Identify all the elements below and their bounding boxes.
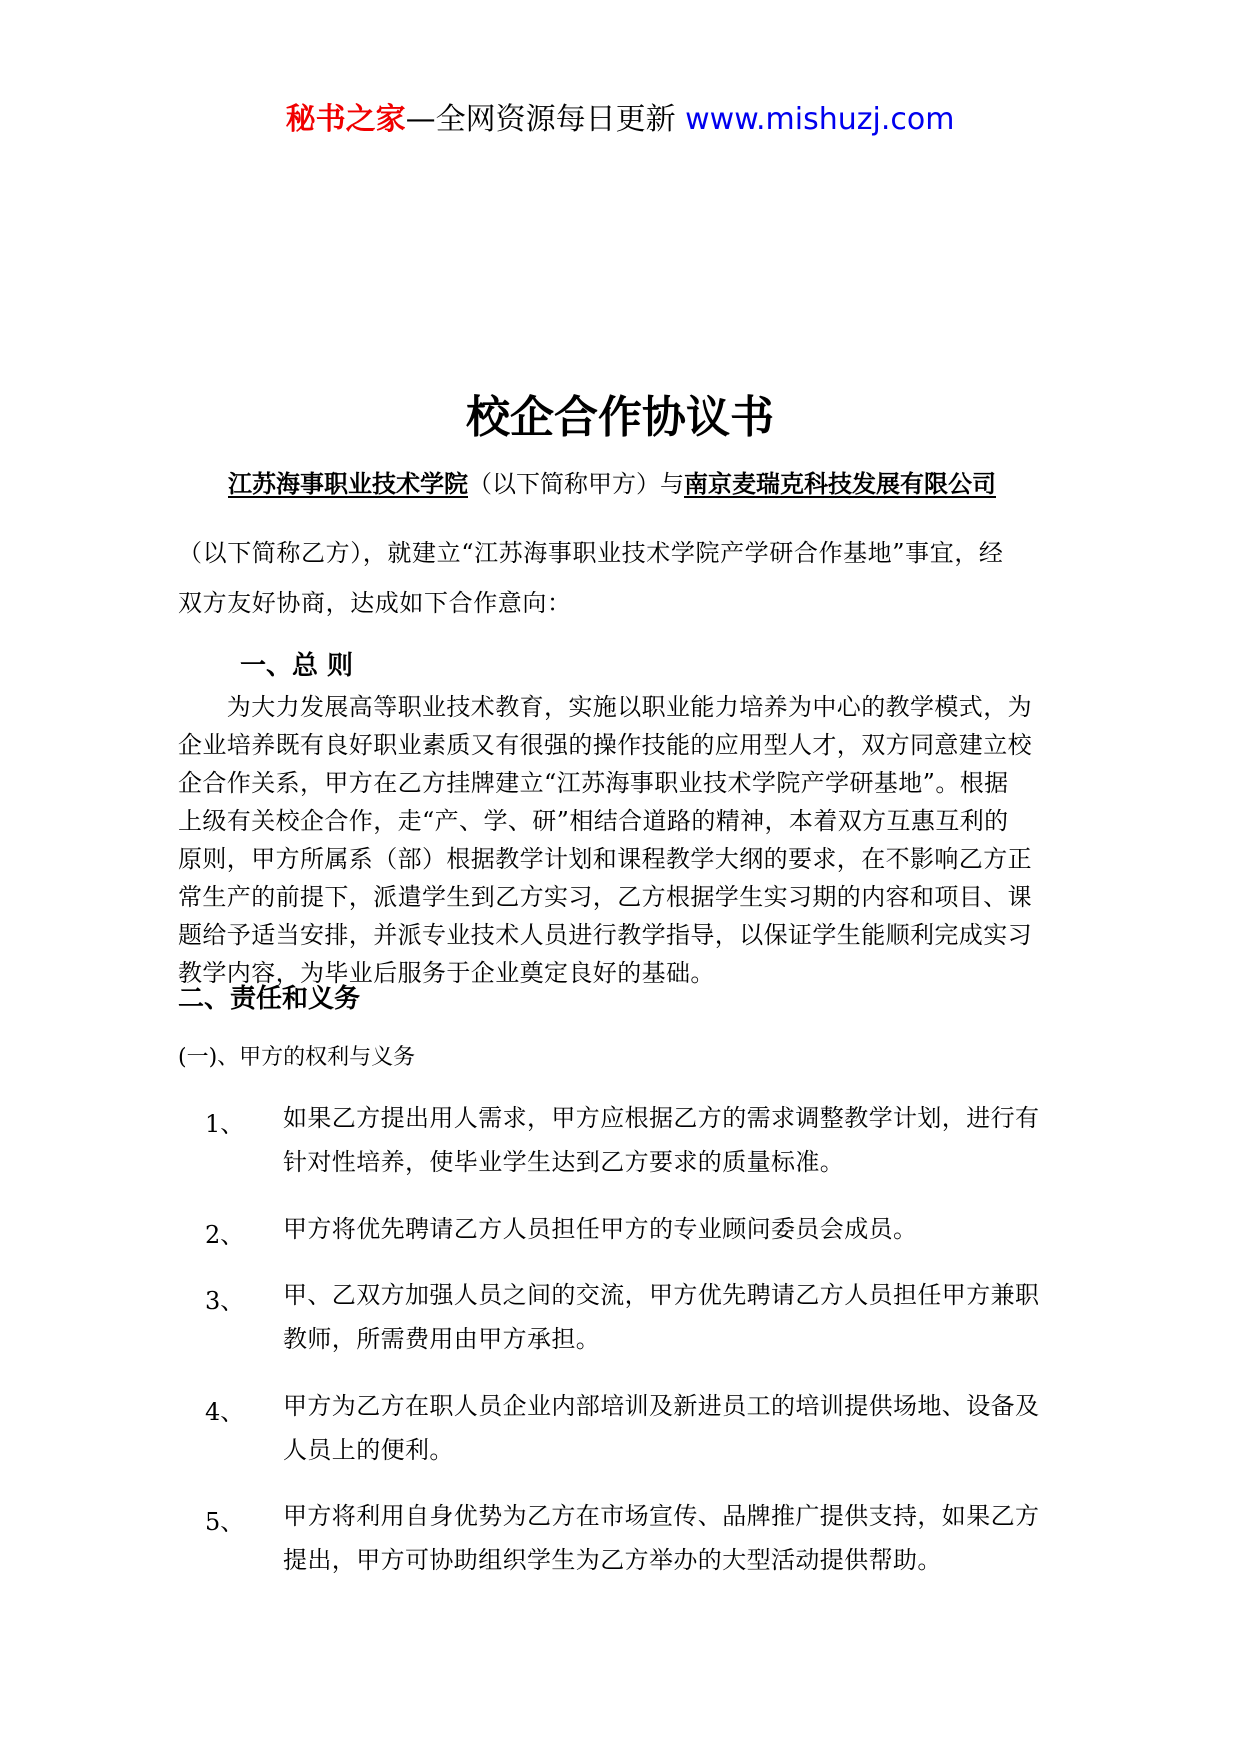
list-item-line: 教师，所需费用由甲方承担。 <box>283 1325 601 1353</box>
parties-line <box>228 466 996 502</box>
banner-tagline: —全网资源每日更新 <box>405 102 686 137</box>
intro-line-2: 双方友好协商，达成如下合作意向： <box>178 589 572 617</box>
list-item-line: 甲方为乙方在职人员企业内部培训及新进员工的培训提供场地、设备及 <box>283 1392 1040 1420</box>
paragraph-line: 企合作关系，甲方在乙方挂牌建立“江苏海事职业技术学院产学研基地”。根据 <box>178 769 1009 797</box>
list-item-number: 5、 <box>205 1508 245 1536</box>
party-a-name: 江苏海事职业技术学院 <box>228 470 468 498</box>
paragraph-line: 上级有关校企合作，走“产、学、研”相结合道路的精神，本着双方互惠互利的 <box>178 807 1009 835</box>
paragraph-line: 原则，甲方所属系（部）根据教学计划和课程教学大纲的要求，在不影响乙方正 <box>178 845 1032 873</box>
party-b-name: 南京麦瑞克科技发展有限公司 <box>684 470 996 498</box>
list-item-line: 提出，甲方可协助组织学生为乙方举办的大型活动提供帮助。 <box>283 1546 942 1574</box>
document-title: 校企合作协议书 <box>466 392 774 443</box>
list-item-number: 3、 <box>205 1287 245 1315</box>
paragraph-line: 常生产的前提下，派遣学生到乙方实习，乙方根据学生实习期的内容和项目、课 <box>178 883 1032 911</box>
list-item-line: 甲、乙双方加强人员之间的交流，甲方优先聘请乙方人员担任甲方兼职 <box>283 1281 1040 1309</box>
site-banner <box>0 100 1240 140</box>
paragraph-line: 题给予适当安排，并派专业技术人员进行教学指导，以保证学生能顺利完成实习 <box>178 921 1032 949</box>
intro-line-1: （以下简称乙方），就建立“江苏海事职业技术学院产学研合作基地”事宜，经 <box>178 539 1004 567</box>
list-item-number: 2、 <box>205 1221 245 1249</box>
section-2-subheading: (一)、甲方的权利与义务 <box>178 1045 416 1070</box>
section-1-paragraph <box>178 688 1068 992</box>
section-1-heading: 一、总 则 <box>240 651 354 681</box>
banner-brand: 秘书之家 <box>285 102 406 137</box>
list-item-line: 针对性培养，使毕业学生达到乙方要求的质量标准。 <box>283 1148 845 1176</box>
section-2-heading: 二、责任和义务 <box>178 984 361 1014</box>
list-item-line: 人员上的便利。 <box>283 1436 454 1464</box>
party-a-note: （以下简称甲方）与 <box>468 470 684 498</box>
list-item-number: 1、 <box>205 1110 245 1138</box>
list-item-line: 甲方将优先聘请乙方人员担任甲方的专业顾问委员会成员。 <box>283 1215 918 1243</box>
banner-url-link[interactable]: www.mishuzj.com <box>685 102 955 137</box>
list-item-number: 4、 <box>205 1398 245 1426</box>
paragraph-line: 企业培养既有良好职业素质又有很强的操作技能的应用型人才，双方同意建立校 <box>178 731 1032 759</box>
paragraph-line: 教学内容，为毕业后服务于企业奠定良好的基础。 <box>178 959 715 987</box>
paragraph-line: 为大力发展高等职业技术教育，实施以职业能力培养为中心的教学模式，为 <box>178 693 1032 721</box>
list-item-line: 如果乙方提出用人需求，甲方应根据乙方的需求调整教学计划，进行有 <box>283 1104 1040 1132</box>
list-item-line: 甲方将利用自身优势为乙方在市场宣传、品牌推广提供支持，如果乙方 <box>283 1502 1040 1530</box>
